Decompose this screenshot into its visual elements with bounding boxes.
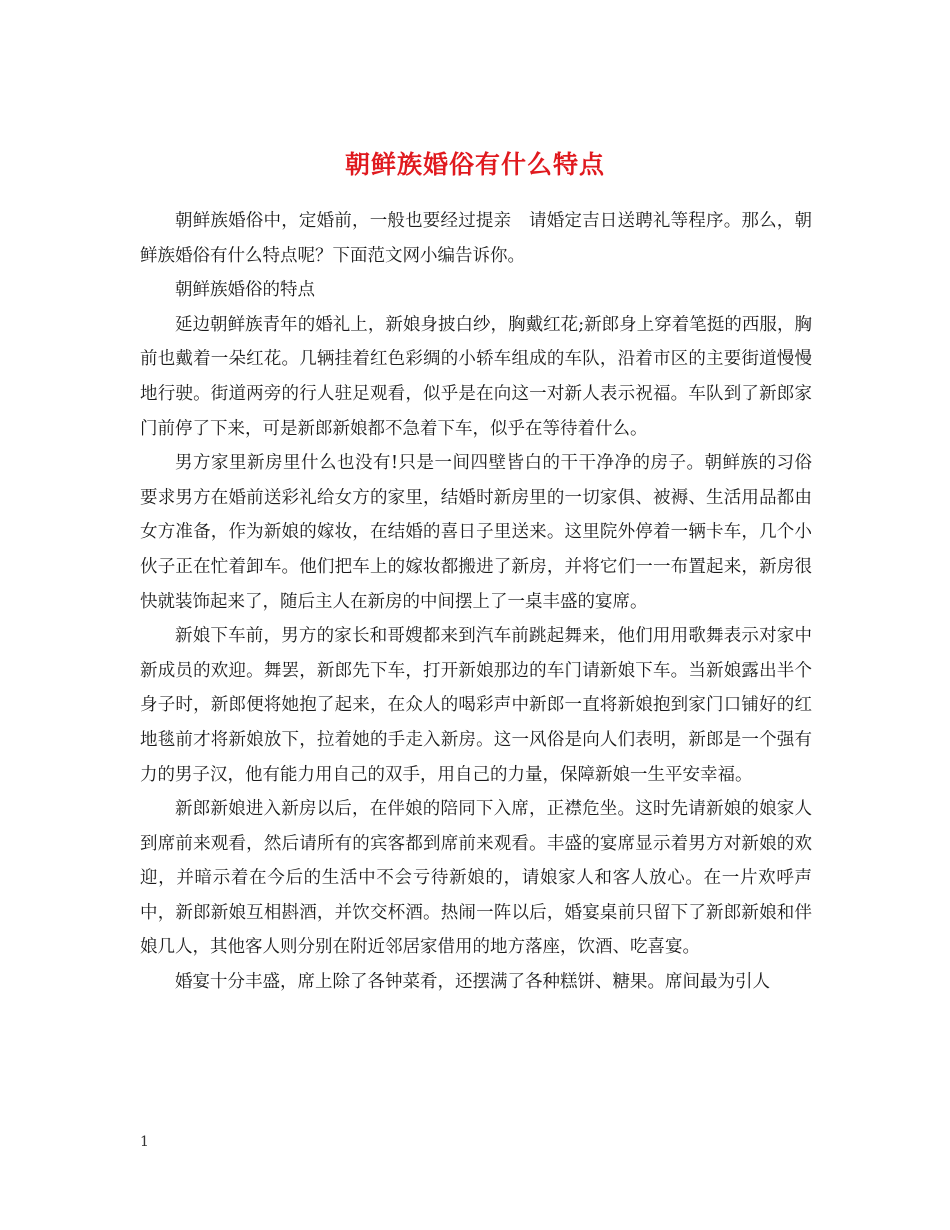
document-body [140,204,812,1000]
section-heading: 朝鲜族婚俗的特点 [175,280,315,301]
paragraph-wedding-feast: 新郎新娘进入新房以后，在伴娘的陪同下入席，正襟危坐。这时先请新娘的娘家人到席前来观看，然后请所有的宾客都到席前来观看。丰盛的宴席显示着男方对新娘的欢迎，并暗示着在今后的生活中不会亏待新娘的，请娘家人和客人放心。在一片欢呼声中，新郎新娘互相斟酒，并饮交杯酒。热闹一阵以后，婚宴桌前只留下了新郎新娘和伴娘几人，其他客人则分别在附近邻居家借用的地方落座，饮酒、吃喜宴。 [140,799,812,958]
paragraph-banquet: 婚宴十分丰盛，席上除了各钟菜肴，还摆满了各种糕饼、糖果。席间最为引人 [175,972,770,993]
paragraph-wedding-procession: 延边朝鲜族青年的婚礼上，新娘身披白纱，胸戴红花;新郎身上穿着笔挺的西服，胸前也戴着一朵红花。几辆挂着红色彩绸的小轿车组成的车队，沿着市区的主要街道慢慢地行驶。街道两旁的行人驻足观看，似乎是在向这一对新人表示祝福。车队到了新郎家门前停了下来，可是新郎新娘都不急着下车，似乎在等待着什么。 [140,314,812,439]
paragraph-intro: 朝鲜族婚俗中，定婚前，一般也要经过提亲 请婚定吉日送聘礼等程序。那么，朝鲜族婚俗有什么特点呢？下面范文网小编告诉你。 [140,211,812,266]
paragraph-bride-arrival: 新娘下车前，男方的家长和哥嫂都来到汽车前跳起舞来，他们用用歌舞表示对家中新成员的欢迎。舞罢，新郎先下车，打开新娘那边的车门请新娘下车。当新娘露出半个身子时，新郎便将她抱了起来，在众人的喝彩声中新郎一直将新娘抱到家门口铺好的红地毯前才将新娘放下，拉着她的手走入新房。这一风俗是向人们表明，新郎是一个强有力的男子汉，他有能力用自己的双手，用自己的力量，保障新娘一生平安幸福。 [140,626,812,785]
page-title: 朝鲜族婚俗有什么特点 [344,149,605,179]
page-number: 1 [140,1134,149,1150]
paragraph-bridal-room: 男方家里新房里什么也没有!只是一间四壁皆白的干干净净的房子。朝鲜族的习俗要求男方在婚前送彩礼给女方的家里，结婚时新房里的一切家俱、被褥、生活用品都由女方准备，作为新娘的嫁妆，在结婚的喜日子里送来。这里院外停着一辆卡车，几个小伙子正在忙着卸车。他们把车上的嫁妆都搬进了新房，并将它们一一布置起来，新房很快就装饰起来了，随后主人在新房的中间摆上了一桌丰盛的宴席。 [140,453,812,612]
